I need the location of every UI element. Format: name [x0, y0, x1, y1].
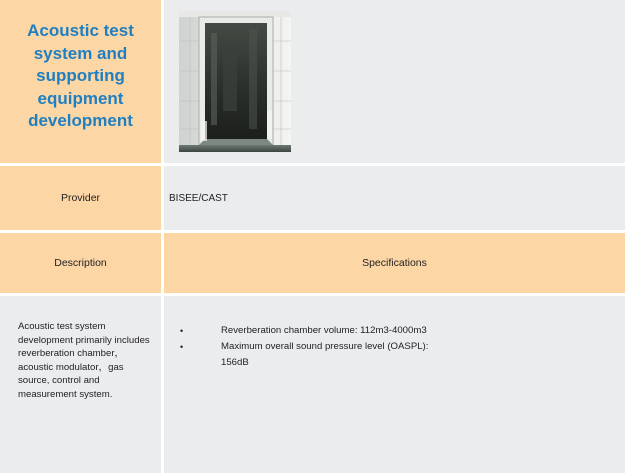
provider-value: BISEE/CAST: [169, 192, 228, 204]
spec-item: [164, 323, 431, 339]
specifications-header-cell: [164, 233, 625, 293]
specifications-header: Specifications: [362, 257, 427, 269]
description-header-cell: [0, 233, 161, 293]
page-title: Acoustic test system and supporting equipment development: [27, 21, 134, 130]
bullet-icon: •: [180, 326, 184, 336]
provider-label: Provider: [60, 192, 101, 204]
specifications-body-cell: [164, 296, 625, 473]
provider-label-cell: [0, 166, 161, 230]
reverberation-chamber-photo: [179, 11, 291, 152]
specifications-list: [164, 323, 604, 371]
provider-value-cell: [164, 166, 625, 230]
description-header: Description: [54, 257, 107, 269]
spec-text: Maximum overall sound pressure level (OASPL): 156dB: [221, 341, 429, 368]
spec-item: [164, 339, 431, 371]
description-text: Acoustic test system development primarily includes reverberation chamber，acoustic modulator，gas source, control and measurement system.: [18, 321, 150, 400]
description-body-cell: [0, 296, 161, 473]
title-cell: [0, 0, 161, 163]
bullet-icon: •: [180, 342, 184, 352]
spec-text: Reverberation chamber volume: 112m3-4000m3: [221, 325, 427, 336]
photo-cell: [164, 0, 625, 163]
chamber-photo-graphic: [179, 11, 291, 152]
